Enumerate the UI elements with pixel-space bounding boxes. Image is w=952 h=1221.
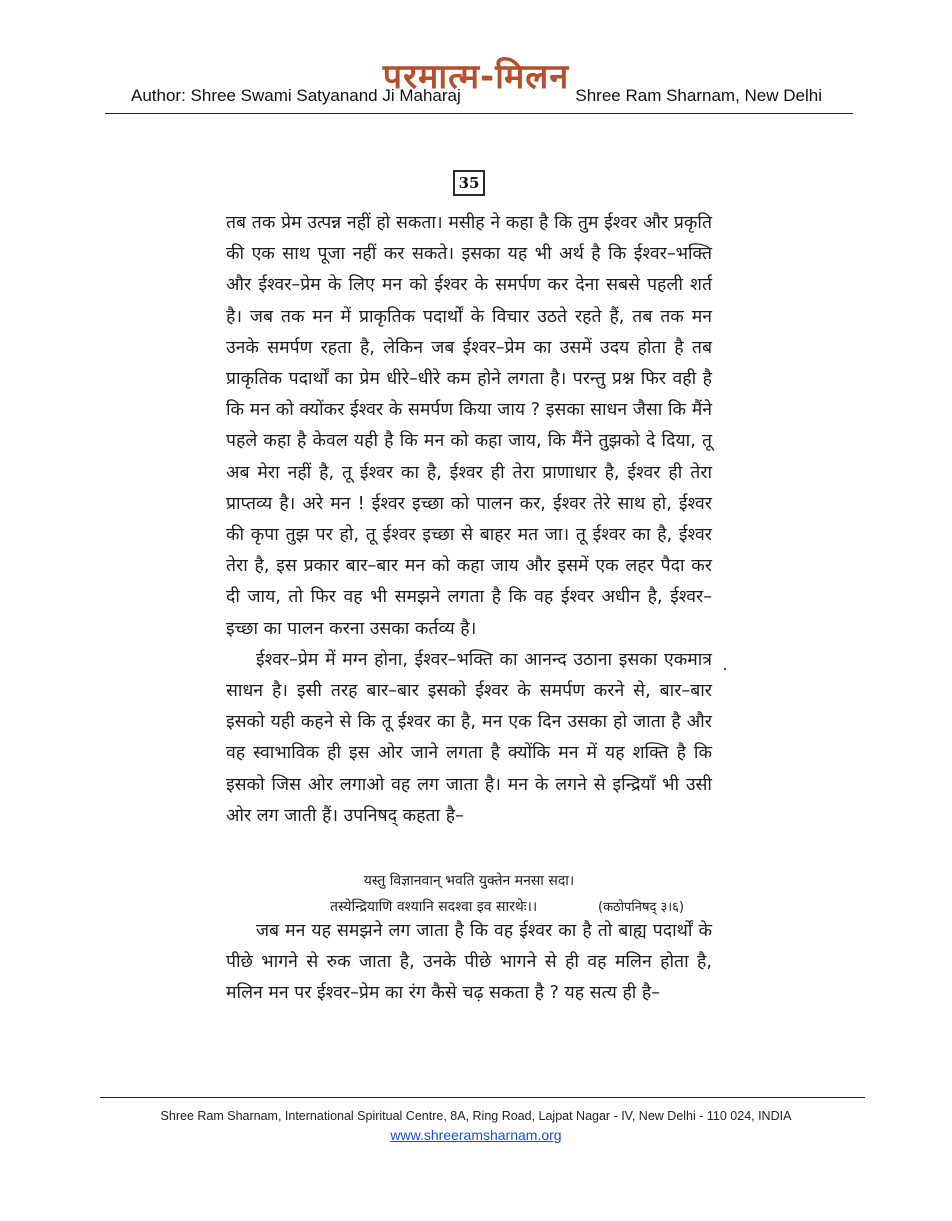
page-number: 35: [453, 170, 485, 196]
footer-address: Shree Ram Sharnam, International Spiritual Centre, 8A, Ring Road, Lajpat Nagar - IV, New Delhi - 110 024, INDIA: [160, 1109, 792, 1123]
main-body: [226, 208, 712, 832]
header-rule: [105, 113, 853, 114]
footer-website-link[interactable]: www.shreeramsharnam.org: [390, 1127, 562, 1143]
verse-reference: (कठोपनिषद् ३।६): [598, 900, 685, 915]
stray-mark: [724, 668, 726, 670]
closing-body: [226, 916, 712, 1010]
publisher-line: Shree Ram Sharnam, New Delhi: [575, 86, 822, 105]
paragraph-1: तब तक प्रेम उत्पन्न नहीं हो सकता। मसीह ने कहा है कि तुम ईश्वर और प्रकृति की एक साथ पूजा नहीं कर सकते। इसका यह भी अर्थ है कि ईश्वर–भक्ति और ईश्वर–प्रेम के लिए मन को ईश्वर के समर्पण कर देना सबसे पहली शर्त है। जब तक मन में प्राकृतिक पदार्थों के विचार उठते रहते हैं, तब तक मन उनके समर्पण रहता है, लेकिन जब ईश्वर–प्रेम का उसमें उदय होता है तब प्राकृतिक पदार्थों का प्रेम धीरे–धीरे कम होने लगता है। परन्तु प्रश्न फिर वही है कि मन को क्योंकर ईश्वर के समर्पण किया जाय ? इसका साधन जैसा कि मैंने पहले कहा है केवल यही है कि मन को कहा जाय, कि मैंने तुझको दे दिया, तू अब मेरा नहीं है, तू ईश्वर का है, ईश्वर ही तेरा प्राणाधार है, ईश्वर ही तेरा प्राप्तव्य है। अरे मन ! ईश्वर इच्छा को पालन कर, ईश्वर तेरे साथ हो, ईश्वर की कृपा तुझ पर हो, तू ईश्वर इच्छा से बाहर मत जा। तू ईश्वर का है, ईश्वर तेरा है, इस प्रकार बार–बार मन को कहा जाय और इसमें एक लहर पैदा कर दी जाय, तो फिर वह भी समझने लगता है कि वह ईश्वर अधीन है, ईश्वर–इच्छा का पालन करना उसका कर्तव्य है।: [226, 213, 712, 639]
author-line: Author: Shree Swami Satyanand Ji Maharaj: [131, 86, 461, 105]
paragraph-3: जब मन यह समझने लग जाता है कि वह ईश्वर का है तो बाह्य पदार्थों के पीछे भागने से रुक जाता है, उनके पीछे भागने से ही वह मलिन होता है, मलिन मन पर ईश्वर–प्रेम का रंग कैसे चढ़ सकता है ? यह सत्य ही है–: [226, 921, 712, 1004]
verse-line-1: यस्तु विज्ञानवान् भवति युक्तेन मनसा सदा।: [363, 873, 575, 889]
verse-text: तस्येन्द्रियाणि वश्यानि सदश्वा इव सारथेः।।: [330, 899, 538, 915]
paragraph-2: ईश्वर–प्रेम में मग्न होना, ईश्वर–भक्ति का आनन्द उठाना इसका एकमात्र साधन है। इसी तरह बार–बार इसको ईश्वर के समर्पण करने से, बार–बार इसको यही कहने से कि तू ईश्वर का है, मन एक दिन उसका हो जाता है और वह स्वाभाविक ही इस ओर जाने लगता है क्योंकि मन में यह शक्ति है कि इसको जिस ओर लगाओ वह लग जाता है। मन के लगने से इन्द्रियाँ भी उसी ओर लग जाती हैं। उपनिषद् कहता है–: [226, 649, 712, 826]
footer-rule: [100, 1097, 865, 1098]
book-title: परमात्म-मिलन: [382, 57, 570, 97]
